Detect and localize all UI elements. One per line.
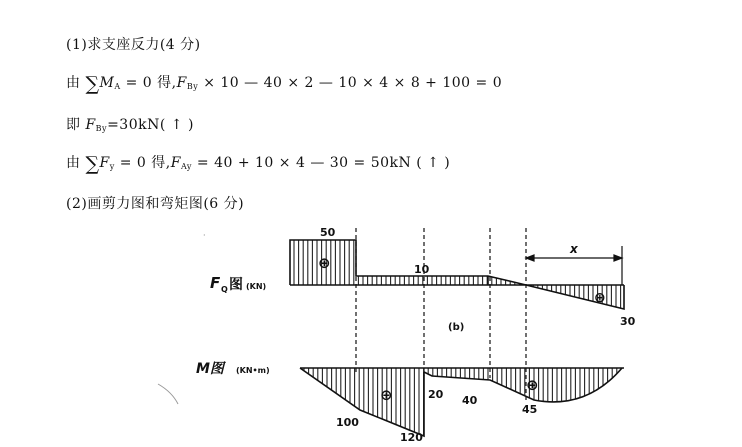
shear-label-subscript: Q [221,285,228,294]
eq1-force-subscript: By [186,82,199,91]
eq3-mid: = 0 得, [119,155,171,171]
eq3-rest: = 40 + 10 × 4 — 30 = 50kN ( ↑ ) [196,155,451,171]
shear-sign-positive-icon: ⊕ [318,254,331,272]
x-dimension-label: x [570,242,578,256]
eq1-moment-subscript: A [114,82,121,91]
moment-value-20: 20 [428,388,444,401]
eq1-rest: × 10 — 40 × 2 — 10 × 4 × 8 + 100 = 0 [203,75,503,91]
eq3-force-subscript: Ay [180,162,192,171]
shear-value-right: 30 [620,315,636,328]
shear-unit: (KN) [246,282,267,291]
summation-icon: ∑ [85,73,100,95]
scan-speck: · [203,231,206,240]
eq1-moment-symbol: M [99,75,115,91]
eq2-force-subscript: By [95,124,108,133]
eq2-force-symbol: F [85,117,96,133]
reference-lines [356,228,526,400]
eq2-rest: =30kN( ↑ ) [107,117,194,133]
moment-value-45: 45 [522,403,538,416]
moment-sign-left-icon: ⊕ [380,386,393,404]
shear-label-suffix: 图 [229,277,243,293]
eq3-prefix: 由 [66,155,81,171]
eq1-force-symbol: F [176,75,187,91]
shear-value-middle: 10 [414,263,430,276]
moment-value-120: 120 [400,431,423,444]
moment-unit: (KN•m) [236,366,270,375]
eq2-prefix: 即 [66,117,81,133]
step2-heading: (2)画剪力图和弯矩图(6 分) [66,196,245,212]
shear-label-symbol: F [210,274,221,292]
eq1-mid: = 0 得, [125,75,177,91]
step1-heading: (1)求支座反力(4 分) [66,37,201,53]
moment-value-100: 100 [336,416,359,429]
moment-label: M图 [196,361,224,377]
eq3-force-symbol: F [170,155,181,171]
moment-sign-right-icon: ⊕ [526,376,539,394]
shear-sign-negative-icon: ⊕ [594,290,606,306]
eq3-sum-subscript: y [109,162,115,171]
shear-value-left: 50 [320,226,336,239]
scan-artifact [158,384,178,404]
summation-icon-2: ∑ [85,153,100,175]
moment-value-40: 40 [462,394,478,407]
diagram-caption: (b) [448,322,465,333]
eq3-sum-symbol: F [99,155,110,171]
eq1-prefix: 由 [66,75,81,91]
